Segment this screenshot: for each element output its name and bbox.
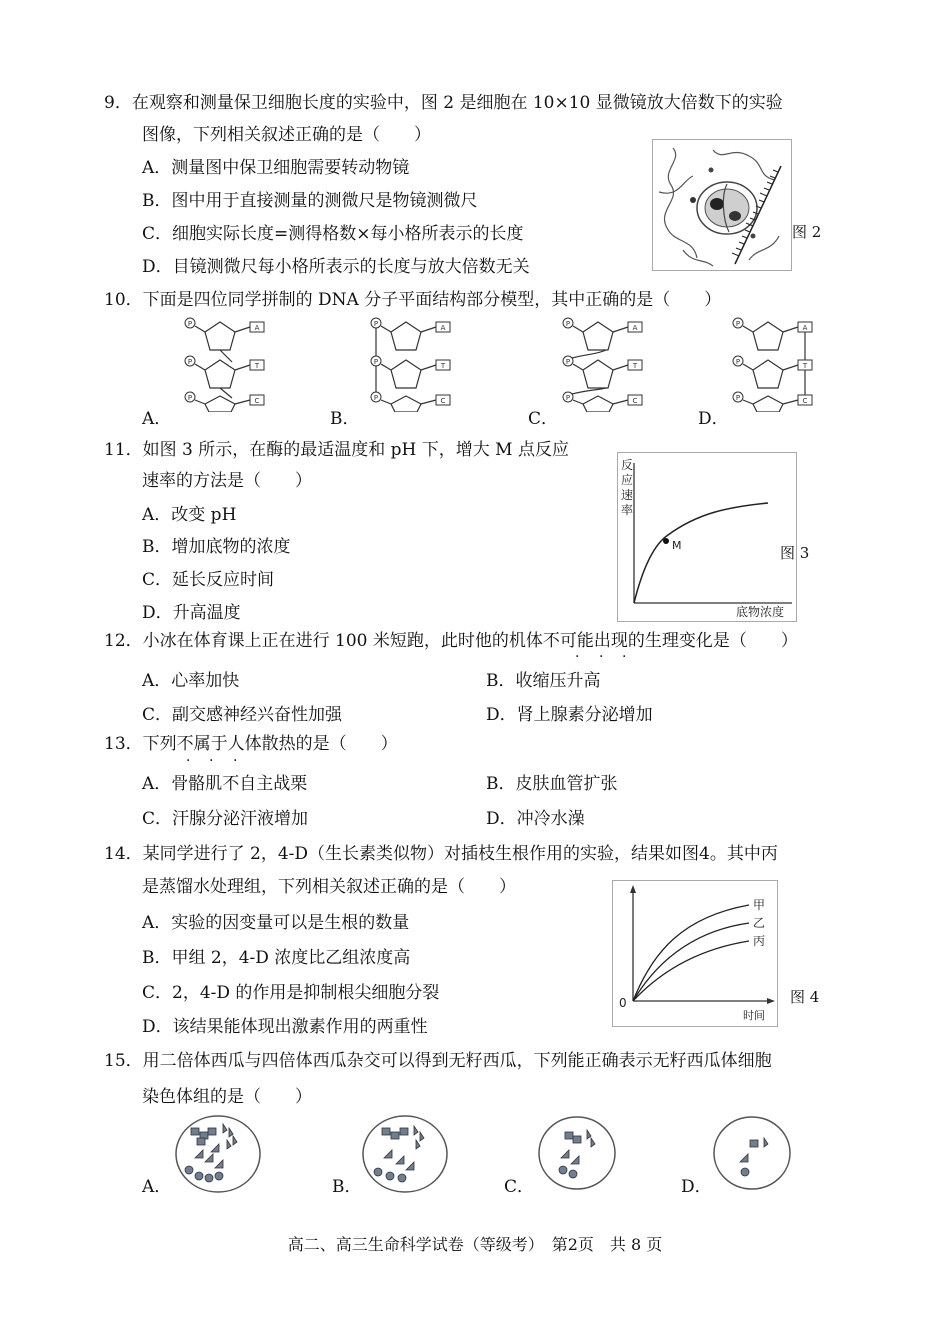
q13-option-a[interactable]: A．骨骼肌不自主战栗 (142, 774, 308, 794)
y-axis-label-char: 反 (621, 458, 634, 472)
q15-option-b[interactable]: B． (332, 1177, 362, 1197)
emphasis-dot: · (575, 649, 580, 665)
q12-option-c[interactable]: C．副交感神经兴奋性加强 (142, 705, 343, 725)
q15-stem-line2: 染色体组的是（ ） (142, 1087, 312, 1107)
base-label: A (254, 324, 260, 332)
q15-option-d[interactable]: D． (681, 1177, 712, 1197)
q10-model-c (558, 316, 658, 412)
phosphate-label: P (373, 394, 379, 402)
x-axis-label: 底物浓度 (736, 605, 785, 619)
q14-option-a[interactable]: A．实验的因变量可以是生根的数量 (142, 913, 410, 933)
series-bing-curve (633, 941, 749, 1001)
q15-cell-c (537, 1114, 617, 1192)
phosphate-label: P (373, 358, 379, 366)
q9-stem-line1: 9．在观察和测量保卫细胞长度的实验中，图 2 是细胞在 10×10 显微镜放大倍数下的实验 (104, 93, 783, 113)
phosphate-label: P (187, 394, 193, 402)
q14-stem-line2: 是蒸馏水处理组，下列相关叙述正确的是（ ） (142, 877, 516, 897)
base-label: T (802, 362, 808, 370)
figure-2-guard-cell-image (652, 139, 792, 271)
figure-4-rooting-chart (612, 880, 778, 1027)
q12-option-a[interactable]: A．心率加快 (142, 671, 240, 691)
q9-option-b[interactable]: B．图中用于直接测量的测微尺是物镜测微尺 (142, 191, 478, 211)
q14-option-c[interactable]: C．2，4-D 的作用是抑制根尖细胞分裂 (142, 983, 440, 1003)
q11-stem-line2: 速率的方法是（ ） (142, 471, 312, 491)
phosphate-label: P (735, 358, 741, 366)
q15-cell-d (712, 1114, 792, 1192)
point-m-label: M (672, 539, 682, 552)
series-yi-curve (633, 923, 749, 1001)
figure-3-caption: 图 3 (780, 544, 810, 562)
figure-3-reaction-rate-chart (617, 452, 797, 622)
q12-option-b[interactable]: B．收缩压升高 (486, 671, 601, 691)
q15-option-a[interactable]: A． (142, 1177, 172, 1197)
emphasis-dot: · (599, 649, 604, 665)
series-yi-label: 乙 (753, 916, 766, 930)
phosphate-label: P (735, 320, 741, 328)
phosphate-label: P (373, 320, 379, 328)
base-label: C (440, 397, 446, 405)
base-label: T (440, 362, 446, 370)
point-m-marker (663, 538, 669, 544)
figure-4-caption: 图 4 (790, 988, 820, 1006)
base-label: A (440, 324, 446, 332)
emphasis-dot: · (209, 753, 214, 769)
q11-stem-line1: 11．如图 3 所示，在酶的最适温度和 pH 下，增大 M 点反应 (104, 440, 569, 460)
q10-stem: 10．下面是四位同学拼制的 DNA 分子平面结构部分模型，其中正确的是（ ） (104, 290, 722, 310)
page-footer: 高二、高三生命科学试卷（等级考） 第2页 共 8 页 (287, 1235, 663, 1254)
emphasis-dot: · (233, 753, 238, 769)
q12-stem: 12．小冰在体育课上正在进行 100 米短跑，此时他的机体不可能出现的生理变化是（ ） (104, 631, 798, 651)
q10-model-d (728, 316, 828, 412)
q10-model-a (180, 316, 280, 412)
q11-option-d[interactable]: D．升高温度 (142, 603, 241, 623)
q10-option-d[interactable]: D． (698, 409, 729, 429)
phosphate-label: P (735, 394, 741, 402)
origin-label: 0 (619, 996, 627, 1010)
base-label: A (802, 324, 808, 332)
q13-option-c[interactable]: C．汗腺分泌汗液增加 (142, 809, 309, 829)
q15-stem-line1: 15．用二倍体西瓜与四倍体西瓜杂交可以得到无籽西瓜，下列能正确表示无籽西瓜体细胞 (104, 1051, 772, 1071)
q15-option-c[interactable]: C． (504, 1177, 535, 1197)
q14-option-b[interactable]: B．甲组 2，4-D 浓度比乙组浓度高 (142, 948, 411, 968)
q9-option-d[interactable]: D．目镜测微尺每小格所表示的长度与放大倍数无关 (142, 257, 530, 277)
q14-stem-line1: 14．某同学进行了 2，4-D（生长素类似物）对插枝生根作用的实验，结果如图4。其中丙 (104, 844, 778, 864)
q11-option-b[interactable]: B．增加底物的浓度 (142, 537, 291, 557)
series-bing-label: 丙 (753, 934, 766, 948)
rate-curve (634, 503, 768, 603)
emphasis-dot: · (622, 649, 627, 665)
y-axis-label-char: 率 (621, 503, 634, 517)
x-axis-label: 时间 (743, 1009, 765, 1022)
q10-option-b[interactable]: B． (330, 409, 360, 429)
base-label: T (632, 362, 638, 370)
q15-cell-b (360, 1114, 450, 1194)
series-jia-curve (633, 905, 749, 1001)
y-axis-label-char: 应 (621, 473, 634, 487)
q9-option-c[interactable]: C．细胞实际长度=测得格数×每小格所表示的长度 (142, 224, 524, 244)
q11-option-c[interactable]: C．延长反应时间 (142, 570, 275, 590)
q10-model-b (366, 316, 466, 412)
q13-option-d[interactable]: D．冲冷水澡 (486, 809, 585, 829)
phosphate-label: P (565, 320, 571, 328)
figure-2-caption: 图 2 (792, 223, 822, 241)
phosphate-label: P (187, 320, 193, 328)
phosphate-label: P (187, 358, 193, 366)
base-label: T (254, 362, 260, 370)
q9-stem-line2: 图像，下列相关叙述正确的是（ ） (142, 125, 431, 145)
q14-option-d[interactable]: D．该结果能体现出激素作用的两重性 (142, 1017, 428, 1037)
q9-option-a[interactable]: A．测量图中保卫细胞需要转动物镜 (142, 158, 410, 178)
q15-cell-a (173, 1114, 263, 1194)
base-label: A (632, 324, 638, 332)
q13-stem: 13．下列不属于人体散热的是（ ） (104, 734, 398, 754)
q12-option-d[interactable]: D．肾上腺素分泌增加 (486, 705, 653, 725)
base-label: C (632, 397, 638, 405)
series-jia-label: 甲 (753, 898, 766, 912)
q13-option-b[interactable]: B．皮肤血管扩张 (486, 774, 618, 794)
y-axis-label-char: 速 (621, 488, 634, 502)
q11-option-a[interactable]: A．改变 pH (142, 505, 237, 525)
base-label: C (254, 397, 260, 405)
base-label: C (802, 397, 808, 405)
emphasis-dot: · (186, 753, 191, 769)
phosphate-label: P (565, 394, 571, 402)
q10-option-a[interactable]: A． (142, 409, 172, 429)
phosphate-label: P (565, 358, 571, 366)
q10-option-c[interactable]: C． (528, 409, 559, 429)
